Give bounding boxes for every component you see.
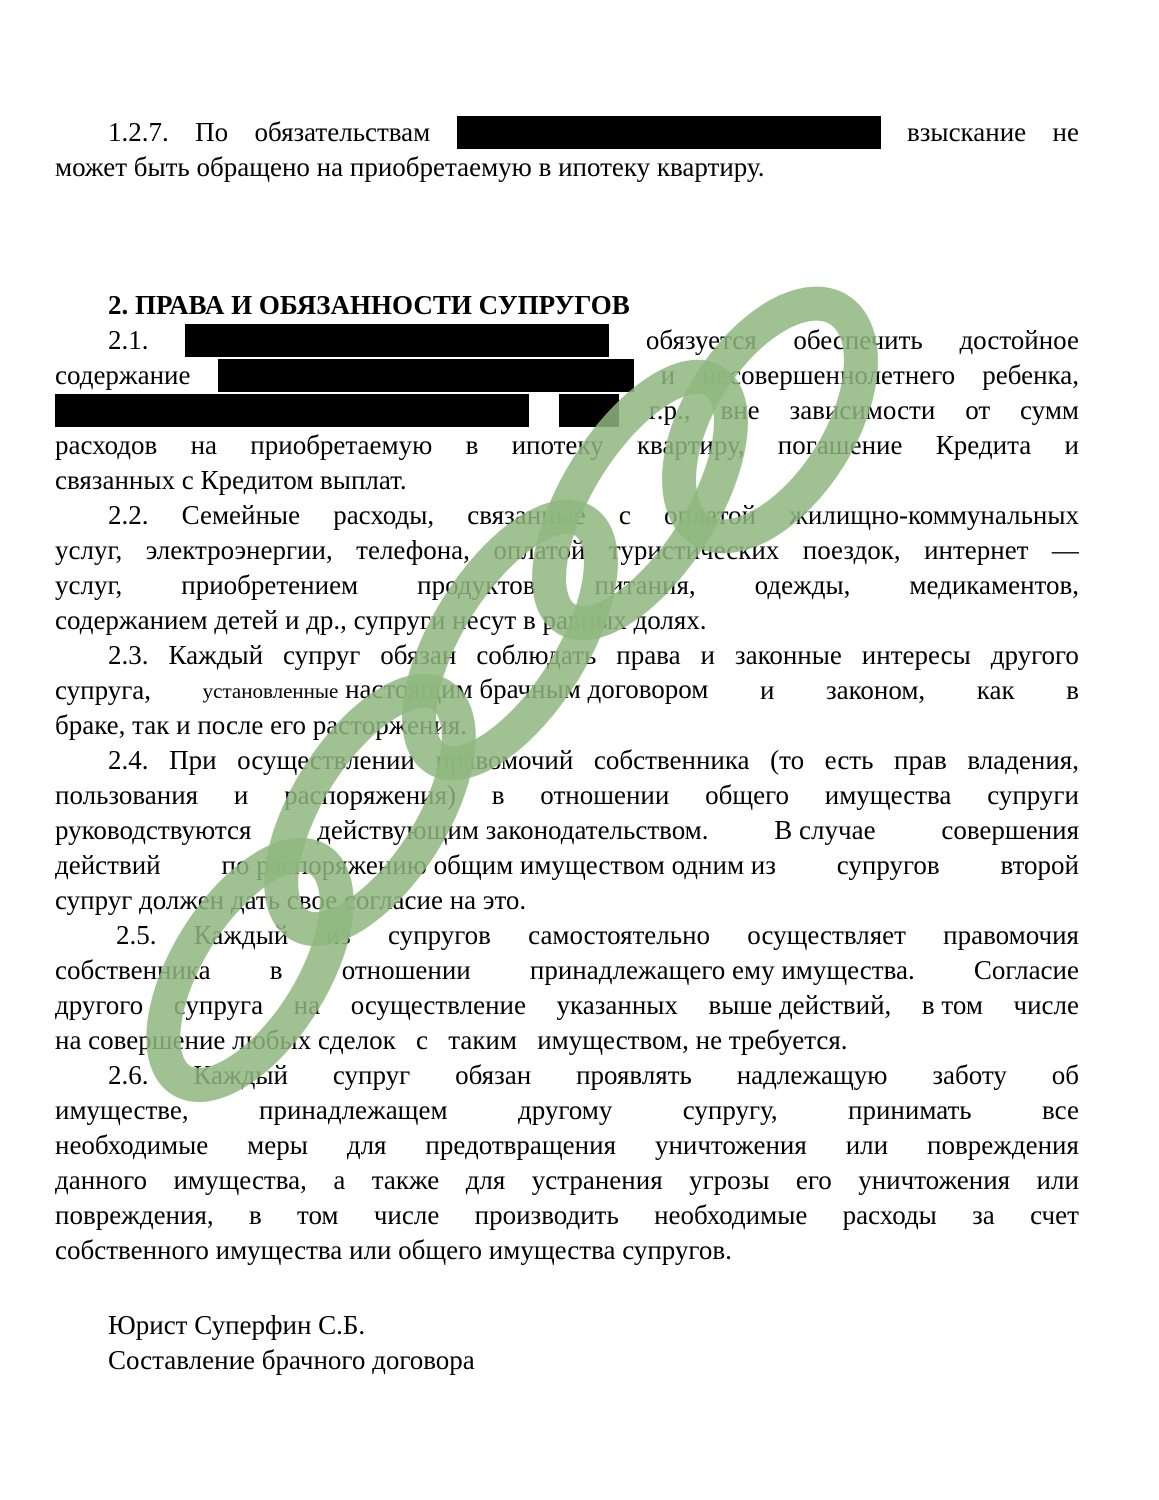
word: приобретаемую	[250, 430, 433, 460]
word: отношении	[540, 780, 670, 810]
phrase: в том	[921, 990, 983, 1020]
word: производить	[474, 1200, 619, 1230]
word: осуществляет	[747, 920, 906, 950]
word: телефона,	[356, 535, 470, 565]
word: По	[195, 117, 229, 147]
word: руководствуются	[55, 815, 252, 845]
word: данного	[55, 1165, 148, 1195]
word: одежды,	[754, 570, 851, 600]
paragraph-number: 2.6.	[108, 1060, 149, 1090]
word: имущества	[824, 780, 952, 810]
word: есть	[824, 745, 874, 775]
word: взыскание	[907, 117, 1027, 147]
word: медикаментов,	[909, 570, 1079, 600]
redaction-bar	[185, 324, 609, 357]
word: на	[190, 430, 218, 460]
word: супруги	[987, 780, 1079, 810]
word: в	[248, 1200, 262, 1230]
word: супруга,	[55, 675, 152, 705]
word: владения,	[967, 745, 1079, 775]
paragraph-2-6-line-6: собственного имущества или общего имущества супругов.	[55, 1235, 732, 1265]
phrase: настоящим брачным договором	[345, 674, 709, 704]
word: принимать	[848, 1095, 972, 1125]
word: из	[325, 920, 351, 950]
paragraph-2-4-line-3	[55, 812, 1079, 848]
word: расходов	[55, 430, 158, 460]
word: зависимости	[789, 395, 936, 425]
phrase: по распоряжению общим имуществом одним из	[221, 850, 776, 880]
word: повреждения,	[55, 1200, 214, 1230]
word: другого	[990, 640, 1079, 670]
word: приобретением	[181, 570, 359, 600]
word: собственника	[593, 745, 750, 775]
word: обязан	[380, 640, 457, 670]
paragraph-2-6-line-1	[108, 1057, 1079, 1093]
word: Кредита	[935, 430, 1032, 460]
small-word: установленные	[202, 679, 339, 703]
paragraph-2-4-line-2	[55, 777, 1079, 813]
word: супругов	[388, 920, 491, 950]
redaction-bar	[457, 116, 881, 149]
word: обязан	[455, 1060, 532, 1090]
word: законом,	[826, 675, 926, 705]
phrase: действующим законодательством.	[317, 815, 709, 845]
word: как	[976, 675, 1015, 705]
word: распоряжения)	[284, 780, 457, 810]
word: указанных	[556, 990, 678, 1020]
paragraph-number: 1.2.7.	[108, 117, 169, 147]
word: г.р.,	[648, 395, 691, 425]
paragraph-2-1-line-1	[108, 322, 1079, 358]
word: совершения	[941, 815, 1079, 845]
word: продуктов	[417, 570, 536, 600]
paragraph-2-1-line-4	[55, 427, 1079, 463]
word: Каждый	[193, 920, 289, 950]
word: обеспечить	[793, 325, 923, 355]
signature-service: Составление брачного договора	[108, 1345, 475, 1375]
word: действий	[55, 850, 161, 880]
word: прав	[894, 745, 947, 775]
word: числе	[373, 1200, 440, 1230]
word: а	[333, 1165, 346, 1195]
paragraph-2-6-line-3	[55, 1127, 1079, 1163]
word: для	[346, 1130, 387, 1160]
word: оплатой	[493, 535, 586, 565]
word: и	[759, 675, 775, 705]
word: меры	[247, 1130, 308, 1160]
paragraph-2-2-line-3	[55, 567, 1079, 603]
paragraph-2-5-line-1	[116, 917, 1079, 953]
word: предотвращения	[425, 1130, 616, 1160]
word: квартиру,	[636, 430, 745, 460]
word: в	[491, 780, 505, 810]
word: счет	[1030, 1200, 1079, 1230]
word: другого	[55, 990, 144, 1020]
word: оплатой	[664, 500, 757, 530]
word: надлежащую	[736, 1060, 888, 1090]
word: имущества,	[173, 1165, 307, 1195]
word: Каждый	[193, 1060, 289, 1090]
paragraph-2-4-line-1	[108, 742, 1079, 778]
paragraph-2-1-line-5: связанных с Кредитом выплат.	[55, 465, 407, 495]
word: правомочия	[943, 920, 1079, 950]
word: законные	[734, 640, 842, 670]
word: достойное	[959, 325, 1079, 355]
word: супруг	[283, 640, 361, 670]
redaction-bar	[55, 394, 529, 427]
paragraph-number: 2.4.	[108, 745, 149, 775]
word: —	[1051, 535, 1079, 565]
word: или	[1036, 1165, 1079, 1195]
word: том	[297, 1200, 339, 1230]
section-heading: 2. ПРАВА И ОБЯЗАННОСТИ СУПРУГОВ	[108, 290, 630, 320]
paragraph-number: 2.3.	[108, 640, 149, 670]
word: супруга	[173, 990, 264, 1020]
paragraph-2-2-line-2	[55, 532, 1079, 568]
word: несовершеннолетнего	[702, 360, 956, 390]
paragraph-2-1-line-3	[55, 392, 1079, 428]
redaction-bar	[218, 359, 634, 392]
word: соблюдать	[476, 640, 597, 670]
word: Семейные	[181, 500, 301, 530]
word: уничтожения	[654, 1130, 807, 1160]
word: осуществление	[350, 990, 526, 1020]
word: необходимые	[654, 1200, 808, 1230]
phrase: принадлежащего ему имущества.	[529, 955, 915, 985]
word: заботу	[932, 1060, 1007, 1090]
word: вне	[720, 395, 760, 425]
word: и	[700, 640, 715, 670]
word: погашение	[777, 430, 903, 460]
paragraph-2-6-line-5	[55, 1197, 1079, 1233]
paragraph-1-2-7-line-2: может быть обращено на приобретаемую в ипотеку квартиру.	[55, 152, 765, 182]
word: питания,	[594, 570, 696, 600]
word: общего	[705, 780, 789, 810]
word: связанные	[467, 500, 586, 530]
word: в	[269, 955, 283, 985]
word: и	[233, 780, 249, 810]
word: для	[465, 1165, 506, 1195]
word: проявлять	[576, 1060, 692, 1090]
paragraph-2-4-line-4	[55, 847, 1079, 883]
paragraph-2-5-line-3	[55, 987, 1079, 1023]
word: ребенка,	[982, 360, 1079, 390]
word: Каждый	[168, 640, 264, 670]
word: самостоятельно	[528, 920, 711, 950]
word: числе	[1013, 990, 1079, 1020]
word: собственника	[55, 955, 211, 985]
word: его	[795, 1165, 832, 1195]
word: жилищно-коммунальных	[789, 500, 1079, 530]
paragraph-2-4-line-5: супруг должен дать свое согласие на это.	[55, 885, 527, 915]
word: не	[1052, 117, 1079, 147]
word: в	[1066, 675, 1079, 705]
paragraph-number: 2.5.	[116, 920, 157, 950]
word: расходы	[842, 1200, 937, 1230]
paragraph-2-3-line-3: браке, так и после его расторжения.	[55, 710, 468, 740]
word: и	[660, 360, 676, 390]
word: сумм	[1020, 395, 1079, 425]
word: все	[1042, 1095, 1079, 1125]
word: супругу,	[682, 1095, 778, 1125]
paragraph-number: 2.2.	[108, 500, 149, 530]
word: услуг,	[55, 535, 123, 565]
word: Согласие	[973, 955, 1079, 985]
word: за	[972, 1200, 995, 1230]
paragraph-1-2-7-line-1	[55, 114, 1079, 150]
word: супругов	[836, 850, 940, 880]
phrase: выше действий,	[708, 990, 892, 1020]
word: повреждения	[927, 1130, 1079, 1160]
word: устранения	[531, 1165, 663, 1195]
word: в	[465, 430, 479, 460]
paragraph-2-6-line-4	[55, 1162, 1079, 1198]
word: права	[616, 640, 681, 670]
word: на	[293, 990, 321, 1020]
paragraph-2-3-line-1	[108, 637, 1079, 673]
signature-lawyer: Юрист Суперфин С.Б.	[108, 1310, 366, 1340]
word: другому	[517, 1095, 613, 1125]
word: содержание	[55, 360, 191, 390]
phrase: В случае	[774, 815, 876, 845]
word: (то	[770, 745, 805, 775]
word: от	[965, 395, 991, 425]
word: туристических	[608, 535, 780, 565]
word: осуществлении	[237, 745, 415, 775]
word: второй	[1000, 850, 1079, 880]
word: При	[169, 745, 217, 775]
word: пользования	[55, 780, 199, 810]
word: необходимые	[55, 1130, 209, 1160]
word: услуг,	[55, 570, 123, 600]
word: интересы	[861, 640, 971, 670]
word: расходы,	[333, 500, 435, 530]
paragraph-2-2-line-4: содержанием детей и др., супруги несут в равных долях.	[55, 605, 707, 635]
word: ипотеку	[511, 430, 604, 460]
word: поездок,	[802, 535, 901, 565]
paragraph-2-5-line-4: на совершение любых сделок с таким имуществом, не требуется.	[55, 1025, 848, 1055]
word: супруг	[332, 1060, 411, 1090]
paragraph-2-1-line-2	[55, 357, 1079, 393]
word: с	[618, 500, 631, 530]
word: отношении	[341, 955, 471, 985]
word: принадлежащем	[259, 1095, 448, 1125]
word: угрозы	[689, 1165, 770, 1195]
paragraph-number: 2.1.	[108, 325, 149, 355]
phrase-group	[203, 671, 709, 709]
word: также	[371, 1165, 440, 1195]
word: уничтожения	[858, 1165, 1011, 1195]
redaction-bar	[559, 394, 619, 427]
word: имуществе,	[55, 1095, 189, 1125]
word: обязуется	[645, 325, 757, 355]
paragraph-2-2-line-1	[108, 497, 1079, 533]
word: обязательствам	[254, 117, 431, 147]
paragraph-2-5-line-2	[55, 952, 1079, 988]
word: интернет	[924, 535, 1029, 565]
word: электроэнергии,	[145, 535, 333, 565]
word: и	[1064, 430, 1079, 460]
paragraph-2-3-line-2	[55, 672, 1079, 708]
paragraph-2-6-line-2	[55, 1092, 1079, 1128]
word: или	[845, 1130, 889, 1160]
word: об	[1051, 1060, 1079, 1090]
word: правомочий	[435, 745, 574, 775]
